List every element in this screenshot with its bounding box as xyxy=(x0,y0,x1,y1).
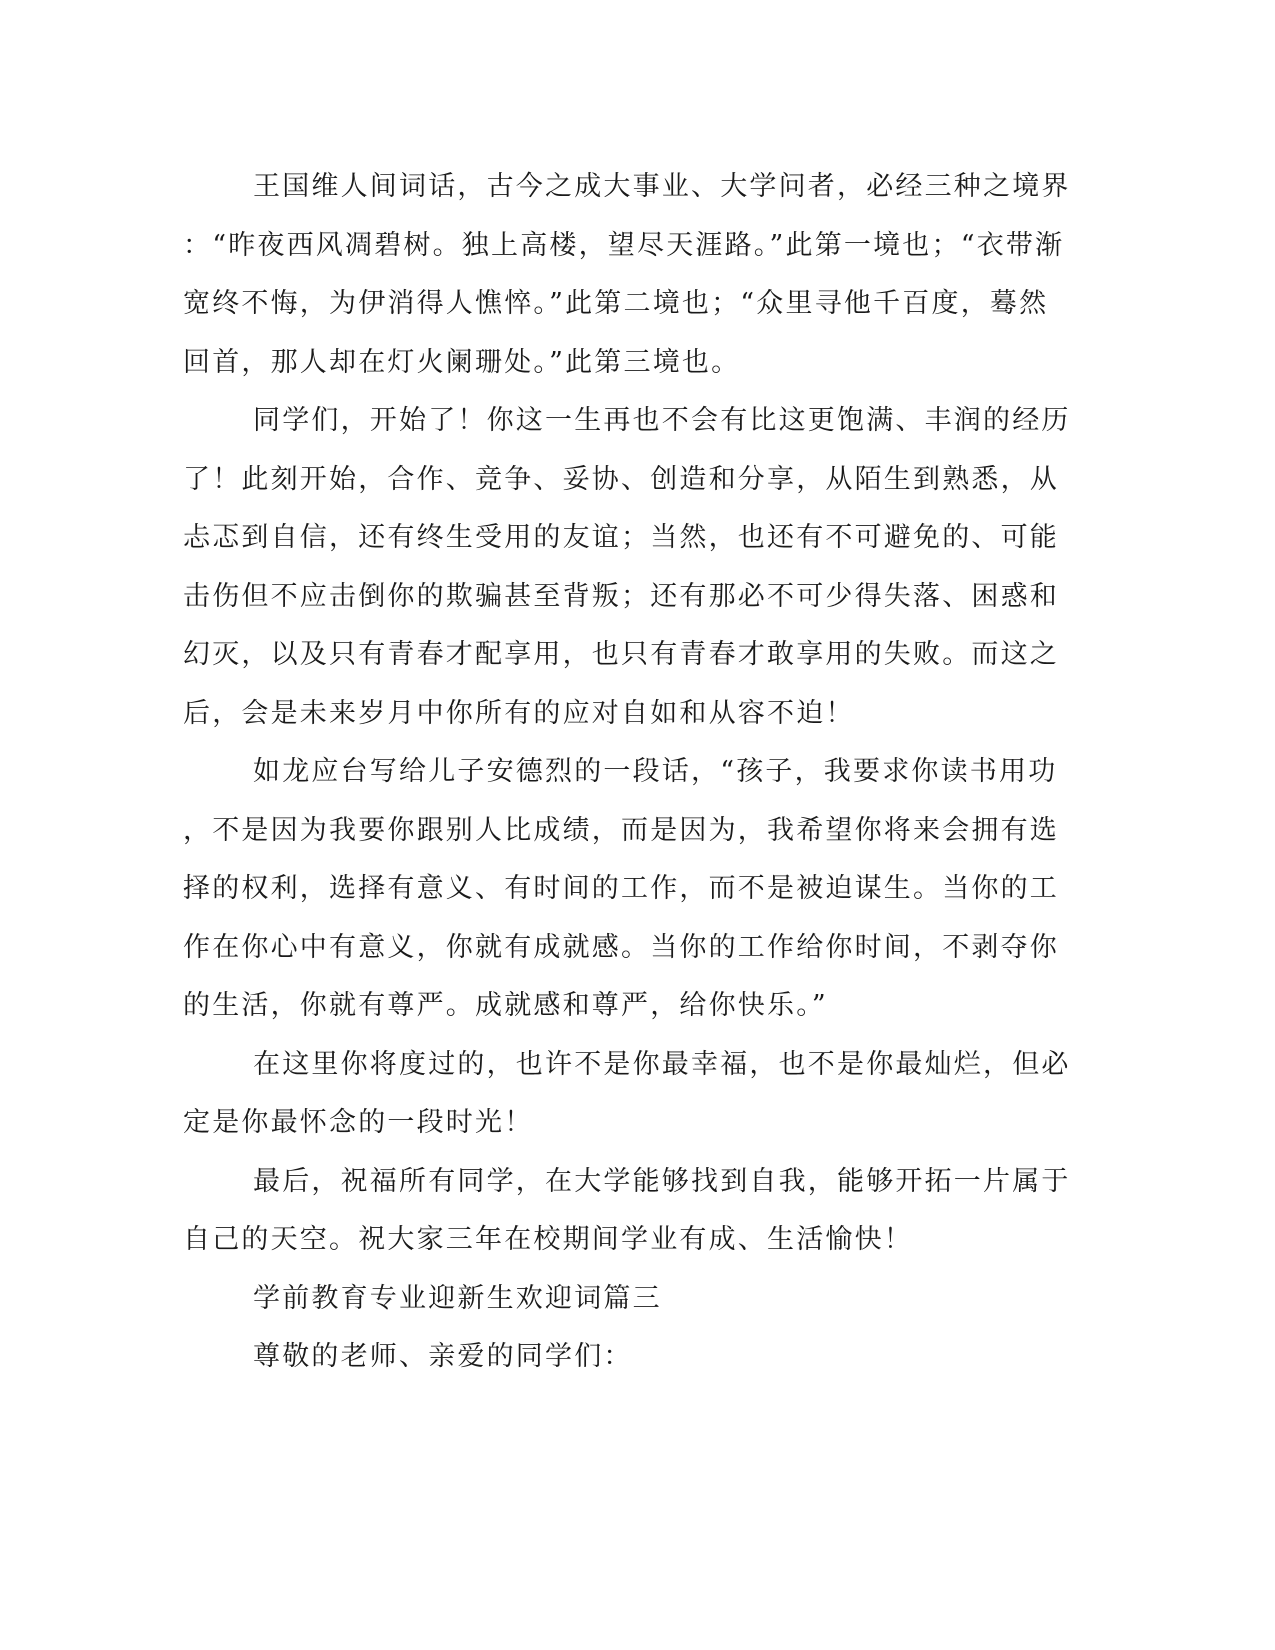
paragraph-line: ，不是因为我要你跟别人比成绩，而是因为，我希望你将来会拥有选 xyxy=(183,814,1059,846)
paragraph-long-yingtai-quote xyxy=(183,743,1059,1036)
salutation xyxy=(183,1328,1043,1387)
section-heading-text: 学前教育专业迎新生欢迎词篇三 xyxy=(253,1282,662,1314)
paragraph-line: 在这里你将度过的，也许不是你最幸福，也不是你最灿烂，但必 xyxy=(253,1048,1071,1080)
paragraph-line: 击伤但不应击倒你的欺骗甚至背叛；还有那必不可少得失落、困惑和 xyxy=(183,580,1059,612)
paragraph-blessing xyxy=(183,1153,1071,1270)
paragraph-line: 回首，那人却在灯火阑珊处。”此第三境也。 xyxy=(183,346,741,378)
paragraph-time-here xyxy=(183,1036,1071,1153)
section-heading xyxy=(183,1270,1043,1329)
paragraph-line: 同学们，开始了！你这一生再也不会有比这更饱满、丰润的经历 xyxy=(253,405,1071,436)
paragraph-line: 定是你最怀念的一段时光！ xyxy=(183,1107,534,1138)
paragraph-line: 自己的天空。祝大家三年在校期间学业有成、生活愉快！ xyxy=(183,1224,913,1255)
paragraph-line: ：“昨夜西风凋碧树。独上高楼，望尽天涯路。”此第一境也；“衣带渐 xyxy=(183,229,1065,261)
paragraph-line: 忐忑到自信，还有终生受用的友谊；当然，也还有不可避免的、可能 xyxy=(183,522,1059,553)
paragraph-classmates-start xyxy=(183,392,1071,743)
paragraph-line: 宽终不悔，为伊消得人憔悴。”此第二境也；“众里寻他千百度，蓦然 xyxy=(183,288,1049,319)
paragraph-line: 了！此刻开始，合作、竞争、妥协、创造和分享，从陌生到熟悉，从 xyxy=(183,463,1059,495)
paragraph-line: 择的权利，选择有意义、有时间的工作，而不是被迫谋生。当你的工 xyxy=(183,873,1059,904)
paragraph-line: 王国维人间词话，古今之成大事业、大学问者，必经三种之境界 xyxy=(253,171,1071,202)
paragraph-line: 后，会是未来岁月中你所有的应对自如和从容不迫！ xyxy=(183,697,855,729)
paragraph-line: 作在你心中有意义，你就有成就感。当你的工作给你时间，不剥夺你 xyxy=(183,931,1059,963)
paragraph-line: 最后，祝福所有同学，在大学能够找到自我，能够开拓一片属于 xyxy=(253,1165,1071,1197)
paragraph-line: 的生活，你就有尊严。成就感和尊严，给你快乐。” xyxy=(183,990,828,1021)
paragraph-wang-guowei-quote xyxy=(183,158,1071,392)
salutation-text: 尊敬的老师、亲爱的同学们： xyxy=(253,1341,633,1372)
document-body xyxy=(183,158,1071,1387)
paragraph-line: 幻灭，以及只有青春才配享用，也只有青春才敢享用的失败。而这之 xyxy=(183,639,1059,670)
paragraph-line: 如龙应台写给儿子安德烈的一段话，“孩子，我要求你读书用功 xyxy=(253,756,1058,787)
